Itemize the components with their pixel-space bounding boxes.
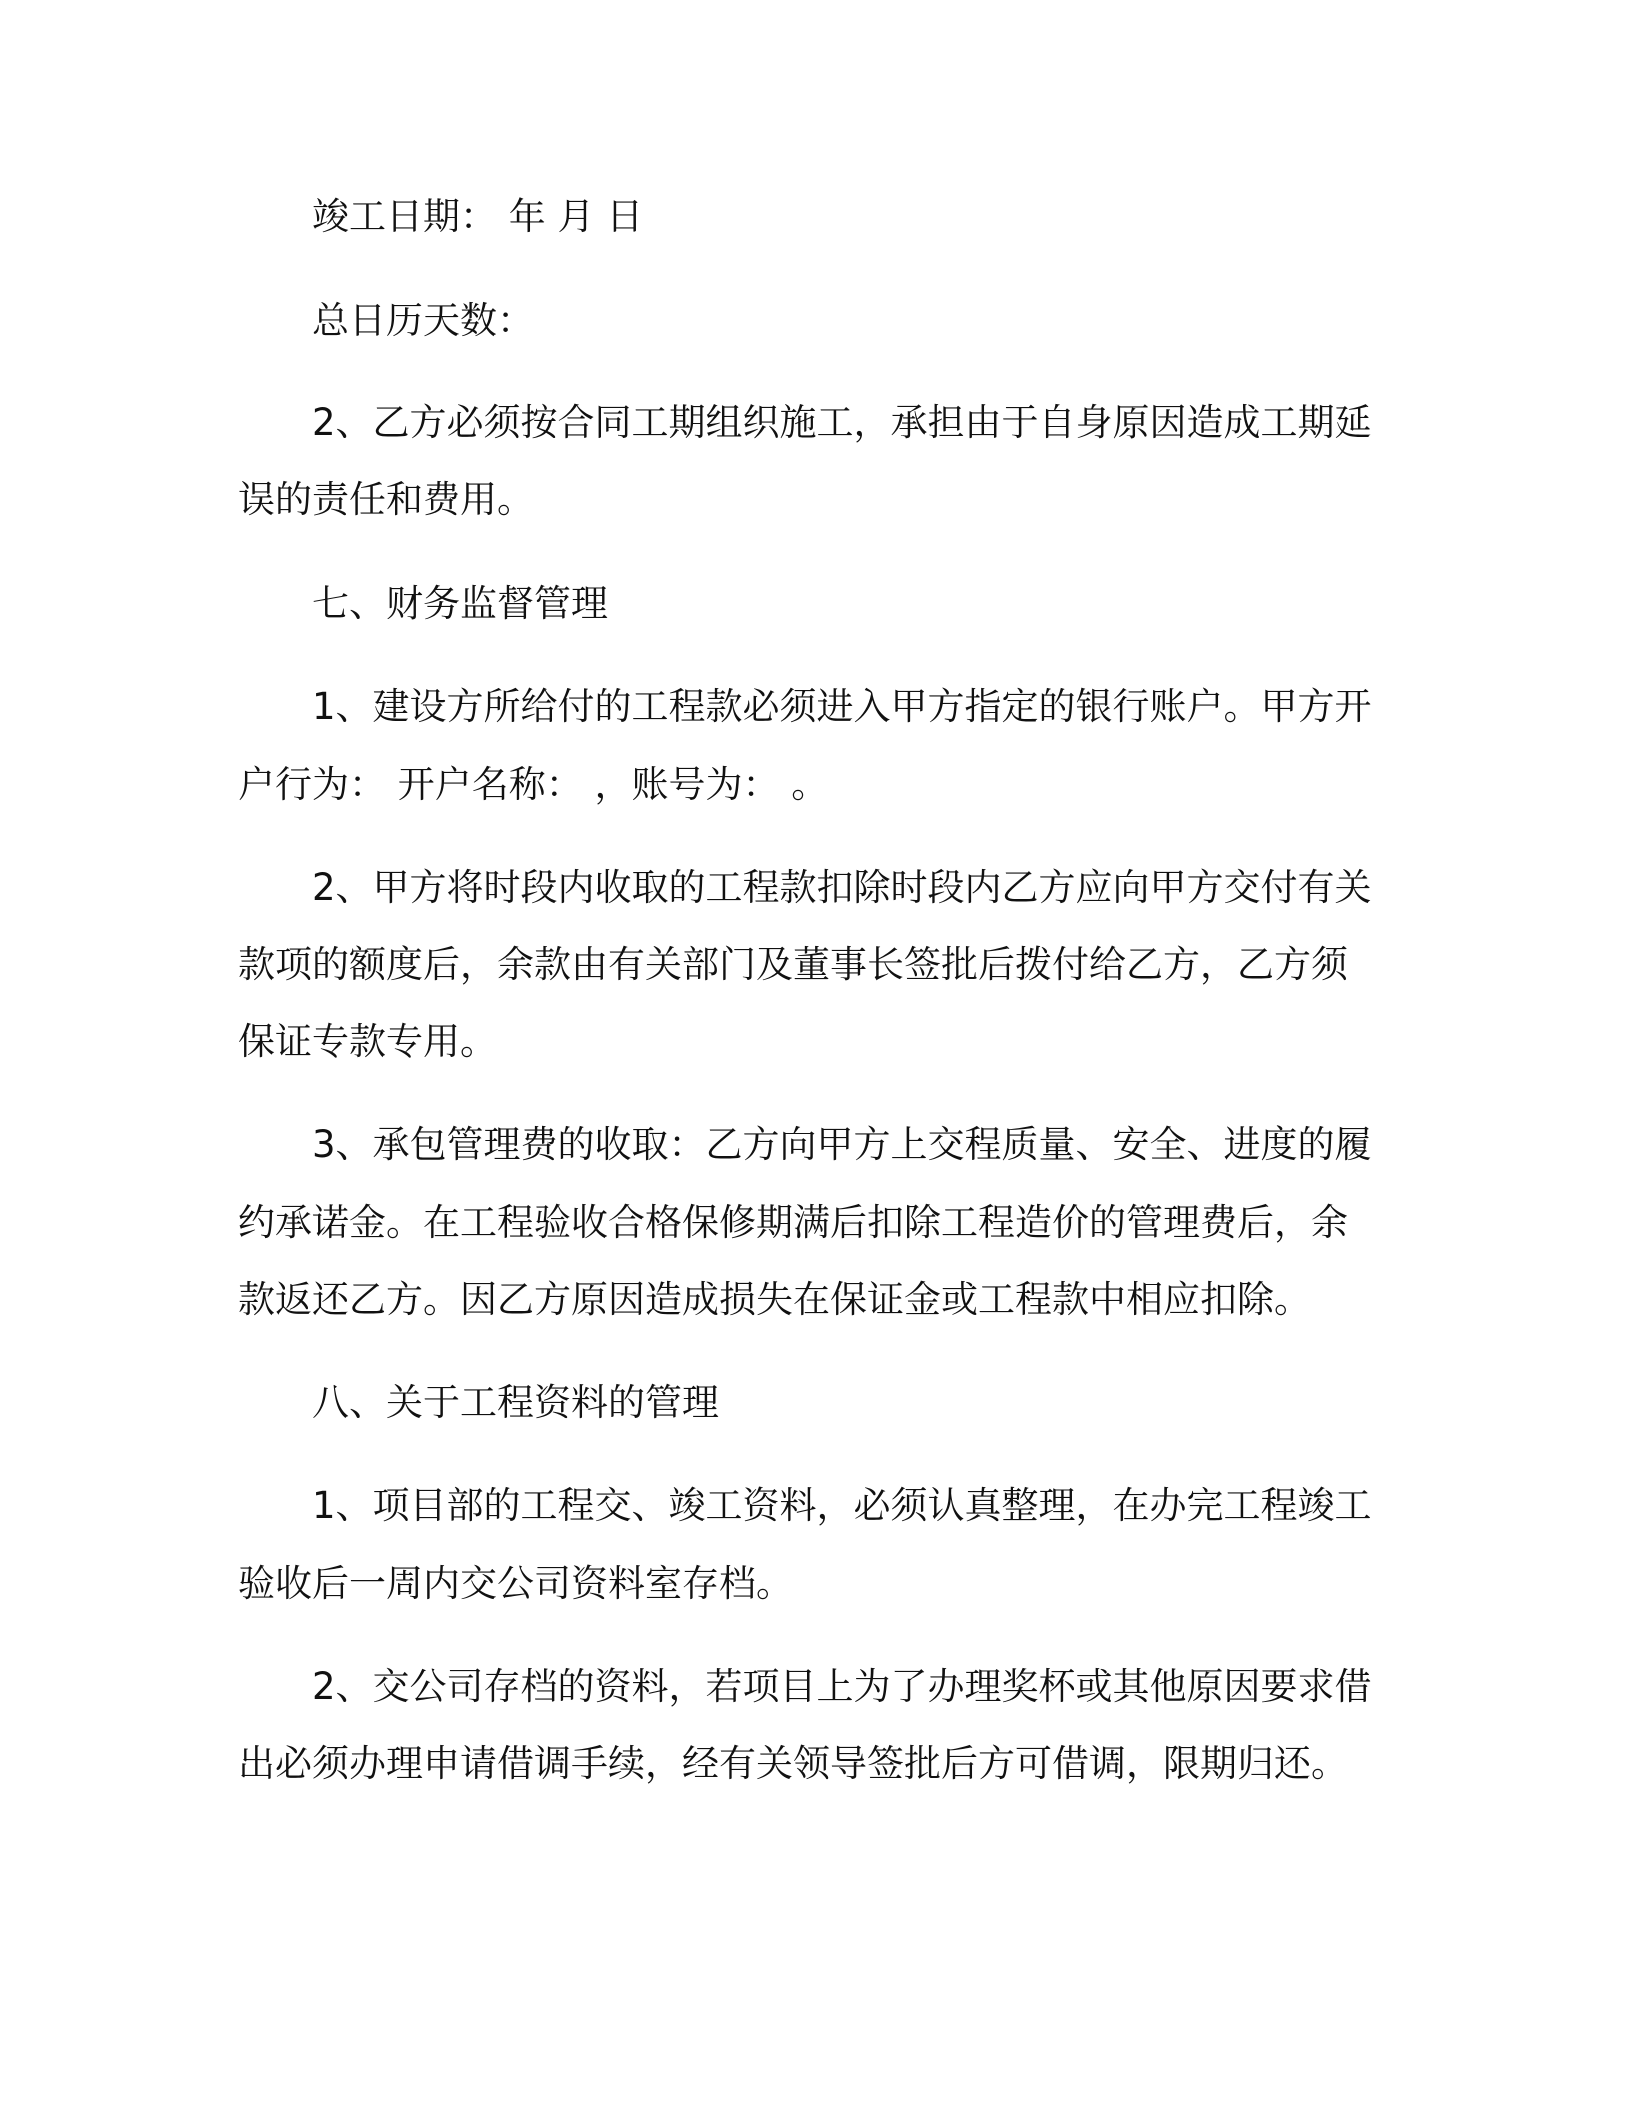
clause-7-3-line-3: 款返还乙方。因乙方原因造成损失在保证金或工程款中相应扣除。 [238, 1278, 1311, 1321]
clause-7-2-line-3: 保证专款专用。 [238, 1020, 497, 1063]
clause-7-2-line-1: 2、甲方将时段内收取的工程款扣除时段内乙方应向甲方交付有关 [312, 866, 1372, 909]
total-days-line: 总日历天数： [312, 299, 534, 342]
clause-7-3-line-1: 3、承包管理费的收取：乙方向甲方上交程质量、安全、进度的履 [312, 1123, 1372, 1166]
clause-8-2-line-1: 2、交公司存档的资料，若项目上为了办理奖杯或其他原因要求借 [312, 1665, 1372, 1708]
clause-6-2-line-1: 2、乙方必须按合同工期组织施工，承担由于自身原因造成工期延 [312, 401, 1372, 444]
section-7-heading: 七、财务监督管理 [312, 582, 608, 625]
clause-7-3-line-2: 约承诺金。在工程验收合格保修期满后扣除工程造价的管理费后，余 [238, 1201, 1348, 1244]
clause-6-2-line-2: 误的责任和费用。 [238, 478, 534, 521]
clause-8-1-line-1: 1、项目部的工程交、竣工资料，必须认真整理，在办完工程竣工 [312, 1484, 1372, 1527]
clause-7-1-line-1: 1、建设方所给付的工程款必须进入甲方指定的银行账户。甲方开 [312, 685, 1372, 728]
clause-7-2-line-2: 款项的额度后，余款由有关部门及董事长签批后拨付给乙方，乙方须 [238, 943, 1348, 986]
section-8-heading: 八、关于工程资料的管理 [312, 1381, 719, 1424]
clause-7-1-line-2: 户行为： 开户名称： ，账号为： 。 [238, 763, 829, 806]
completion-date-line: 竣工日期： 年 月 日 [312, 195, 644, 238]
clause-8-2-line-2: 出必须办理申请借调手续，经有关领导签批后方可借调，限期归还。 [238, 1742, 1348, 1785]
clause-8-1-line-2: 验收后一周内交公司资料室存档。 [238, 1562, 793, 1605]
